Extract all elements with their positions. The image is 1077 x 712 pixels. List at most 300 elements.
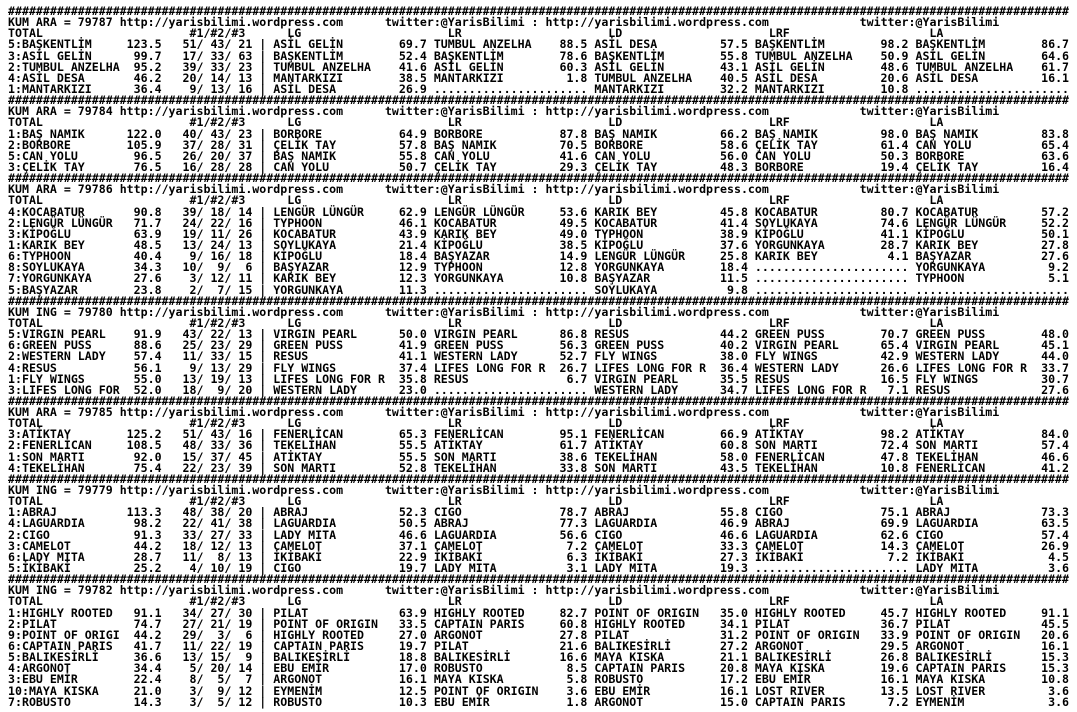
lrf-cell: PILAT 36.7 [754, 616, 916, 631]
pipe-separator: | [252, 360, 274, 375]
la-cell: ABRAJ 73.3 [915, 505, 1070, 520]
site-url: http://yarisbilimi.wordpress.com [119, 104, 344, 119]
total-cell: 113.3 [119, 505, 162, 520]
pipe-separator: | [252, 371, 274, 386]
total-cell: 14.3 [119, 694, 162, 709]
p123-cell: 16/ 28/ 28 [161, 159, 253, 174]
ld-cell: TUMBUL ANZELHA 40.5 [594, 70, 755, 85]
total-cell: 46.2 [119, 70, 162, 85]
gap: : [524, 583, 546, 598]
la-cell: TYPHOON 5.1 [915, 271, 1070, 286]
total-cell: 123.5 [119, 37, 162, 52]
col-total: TOTAL [8, 416, 190, 431]
site-url: http://yarisbilimi.wordpress.com [545, 583, 769, 598]
col-total: TOTAL [8, 115, 190, 130]
total-cell: 21.0 [119, 683, 162, 698]
pipe-separator: | [252, 605, 274, 620]
gap: : [524, 104, 546, 119]
lr-cell: ARGONOT 27.8 [433, 627, 595, 642]
entry-cell: 2:TUMBUL ANZELHA [8, 59, 120, 74]
lr-cell: ÇELİK TAY 29.3 [433, 159, 595, 174]
la-cell: İKİBAKİ 4.5 [915, 549, 1070, 564]
p123-cell: 27/ 21/ 19 [161, 616, 253, 631]
lg-cell: ÇELİK TAY 57.8 [273, 137, 434, 152]
ld-cell: YORGUNKAYA 18.4 [594, 260, 755, 275]
lrf-cell: VIRGIN PEARL 65.4 [754, 338, 916, 353]
lg-cell: BALIKESİRLİ 18.8 [273, 650, 434, 665]
pipe-separator: | [252, 516, 274, 531]
pipe-separator: | [252, 282, 274, 297]
lrf-cell: ASİL GELİN 48.6 [754, 59, 916, 74]
ld-cell: HIGHLY ROOTED 34.1 [594, 616, 755, 631]
lr-cell: İKİBAKİ 6.3 [433, 549, 595, 564]
pipe-separator: | [252, 260, 274, 275]
total-cell: 99.7 [119, 48, 162, 63]
total-cell: 90.8 [119, 204, 162, 219]
ld-cell: SON MARTI 43.5 [594, 460, 755, 475]
p123-cell: 40/ 43/ 23 [161, 126, 253, 141]
la-cell: BAŞYAZAR 27.6 [915, 249, 1070, 264]
p123-cell: 18/ 9/ 20 [161, 382, 253, 397]
col-lrf: LRF [754, 193, 916, 208]
total-cell: 55.0 [119, 371, 162, 386]
twitter-handle: twitter:@YarisBilimi [384, 405, 525, 420]
p123-cell: 11/ 22/ 19 [161, 639, 253, 654]
entry-cell: 4:LAGUARDIA [8, 516, 120, 531]
col-la: LA [915, 594, 944, 609]
site-url: http://yarisbilimi.wordpress.com [545, 182, 769, 197]
entry-cell: 1:KARIK BEY [8, 237, 120, 252]
total-cell: 76.5 [119, 159, 162, 174]
lrf-cell: WESTERN LADY 26.6 [754, 360, 916, 375]
lr-cell: SON MARTI 38.6 [433, 449, 595, 464]
ld-cell: MAYA KISKA 21.1 [594, 650, 755, 665]
lrf-cell: KİPOĞLU 41.1 [754, 226, 916, 241]
la-cell: ...................... [915, 81, 1070, 96]
lr-cell: BORBORE 87.8 [433, 126, 595, 141]
lrf-cell: MAYA KISKA 19.6 [754, 661, 916, 676]
pipe-separator: | [252, 460, 274, 475]
lg-cell: ARGONOT 16.1 [273, 672, 434, 687]
lrf-cell: İKİBAKİ 7.2 [754, 549, 916, 564]
pipe-separator: | [252, 148, 274, 163]
p123-cell: 15/ 37/ 45 [161, 449, 253, 464]
lg-cell: LAGUARDIA 50.5 [273, 516, 434, 531]
entry-cell: 3:CAMELOT [8, 538, 120, 553]
hash-divider: ######################################################################################################################################################## [8, 4, 1069, 18]
pipe-separator: | [252, 349, 274, 364]
p123-cell: 33/ 27/ 33 [161, 527, 253, 542]
col-p123: #1/#2/#3 [189, 416, 274, 431]
ld-cell: BAŞYAZAR 11.5 [594, 271, 755, 286]
lrf-cell: ...................... [754, 260, 916, 275]
lr-cell: FENERLİCAN 95.1 [433, 427, 595, 442]
entry-cell: 3:ASİL GELİN [8, 48, 120, 63]
ld-cell: BORBORE 58.6 [594, 137, 755, 152]
lr-cell: PILAT 21.6 [433, 639, 595, 654]
la-cell: KOCABATUR 57.2 [915, 204, 1070, 219]
pipe-separator: | [252, 338, 274, 353]
col-lr: LR [433, 115, 595, 130]
total-cell: 25.2 [119, 561, 162, 576]
ld-cell: İKİBAKİ 27.3 [594, 549, 755, 564]
ld-cell: ARGONOT 15.0 [594, 694, 755, 709]
la-cell: ARGONOT 16.1 [915, 639, 1070, 654]
hash-divider: ######################################################################################################################################################## [8, 171, 1069, 186]
lrf-cell: ARGONOT 29.5 [754, 639, 916, 654]
entry-cell: 5:CAN YOLU [8, 148, 120, 163]
lr-cell: GREEN PUSS 56.3 [433, 338, 595, 353]
la-cell: LIFES LONG FOR R 33.7 [915, 360, 1070, 375]
col-lr: LR [433, 193, 595, 208]
entry-cell: 5:İKİBAKİ [8, 561, 120, 576]
lg-cell: YORGUNKAYA 11.3 [273, 282, 434, 297]
lg-cell: WESTERN LADY 23.0 [273, 382, 434, 397]
total-cell: 56.1 [119, 360, 162, 375]
site-url: http://yarisbilimi.wordpress.com [119, 15, 344, 30]
lrf-cell: LIFES LONG FOR R 7.1 [754, 382, 916, 397]
total-cell: 27.6 [119, 271, 162, 286]
lrf-cell: ...................... [754, 271, 916, 286]
col-ld: LD [594, 594, 755, 609]
ld-cell: CAPTAIN PARIS 20.8 [594, 661, 755, 676]
lr-cell: POINT OF ORIGIN 3.6 [433, 683, 595, 698]
gap: : [524, 483, 546, 498]
entry-cell: 2:CIGO [8, 527, 120, 542]
col-ld: LD [594, 494, 755, 509]
p123-cell: 2/ 7/ 15 [161, 282, 253, 297]
total-cell: 91.3 [119, 527, 162, 542]
la-cell: CAMELOT 26.9 [915, 538, 1070, 553]
p123-cell: 9/ 13/ 29 [161, 360, 253, 375]
hash-divider: ######################################################################################################################################################## [8, 293, 1069, 308]
la-cell: KARIK BEY 27.8 [915, 237, 1070, 252]
entry-cell: 2:FENERLİCAN [8, 438, 120, 453]
lrf-cell: FLY WINGS 42.9 [754, 349, 916, 364]
col-p123: #1/#2/#3 [189, 315, 274, 330]
race-label: KUM ING = 79779 [8, 483, 120, 498]
la-cell: YORGUNKAYA 9.2 [915, 260, 1070, 275]
total-cell: 44.2 [119, 627, 162, 642]
col-p123: #1/#2/#3 [189, 26, 274, 41]
col-lg: LG [273, 26, 434, 41]
ld-cell: EBU EMİR 16.1 [594, 683, 755, 698]
lg-cell: SON MARTI 52.8 [273, 460, 434, 475]
site-url: http://yarisbilimi.wordpress.com [545, 104, 769, 119]
p123-cell: 18/ 12/ 13 [161, 538, 253, 553]
lr-cell: LAGUARDIA 56.6 [433, 527, 595, 542]
twitter-handle: twitter:@YarisBilimi [384, 304, 525, 319]
p123-cell: 25/ 23/ 29 [161, 338, 253, 353]
ld-cell: KİPOĞLU 37.6 [594, 237, 755, 252]
twitter-handle: twitter:@YarisBilimi [384, 104, 525, 119]
twitter-handle: twitter:@YarisBilimi [859, 583, 1000, 598]
pipe-separator: | [252, 449, 274, 464]
twitter-handle: twitter:@YarisBilimi [859, 304, 1000, 319]
la-cell: ATİKTAY 84.0 [915, 427, 1070, 442]
entry-cell: 10:MAYA KISKA [8, 683, 120, 698]
lr-cell: ...................... [433, 282, 595, 297]
entry-cell: 1:MANTARKIZI [8, 81, 120, 96]
pipe-separator: | [252, 249, 274, 264]
lr-cell: KARIK BEY 49.0 [433, 226, 595, 241]
lg-cell: POINT OF ORIGIN 33.5 [273, 616, 434, 631]
ld-cell: TEKELİHAN 58.0 [594, 449, 755, 464]
ld-cell: MANTARKIZI 32.2 [594, 81, 755, 96]
entry-cell: 5:BAŞYAZAR [8, 282, 120, 297]
entry-cell: 2:BORBORE [8, 137, 120, 152]
total-cell: 98.2 [119, 516, 162, 531]
col-lrf: LRF [754, 594, 916, 609]
site-url: http://yarisbilimi.wordpress.com [119, 583, 344, 598]
lr-cell: LENGÜR LÜNGÜR 53.6 [433, 204, 595, 219]
lrf-cell: MANTARKIZI 10.8 [754, 81, 916, 96]
entry-cell: 3:LIFES LONG FOR [8, 382, 120, 397]
ld-cell: CAMELOT 33.3 [594, 538, 755, 553]
entry-cell: 3:KİPOĞLU [8, 226, 120, 241]
entry-cell: 2:LENGÜR LÜNGÜR [8, 215, 120, 230]
total-cell: 36.4 [119, 81, 162, 96]
lr-cell: CAPTAIN PARIS 60.8 [433, 616, 595, 631]
la-cell: EYMENİM 3.6 [915, 694, 1070, 709]
entry-cell: 6:GREEN PUSS [8, 338, 120, 353]
entry-cell: 6:TYPHOON [8, 249, 120, 264]
pipe-separator: | [252, 48, 274, 63]
p123-cell: 9/ 16/ 18 [161, 249, 253, 264]
total-cell: 63.9 [119, 226, 162, 241]
lg-cell: FENERLİCAN 65.3 [273, 427, 434, 442]
col-ld: LD [594, 315, 755, 330]
col-ld: LD [594, 115, 755, 130]
p123-cell: 39/ 33/ 23 [161, 59, 253, 74]
lrf-cell: BORBORE 19.4 [754, 159, 916, 174]
p123-cell: 20/ 14/ 13 [161, 70, 253, 85]
pipe-separator: | [252, 137, 274, 152]
ld-cell: CIGO 46.6 [594, 527, 755, 542]
col-lrf: LRF [754, 26, 916, 41]
col-total: TOTAL [8, 26, 190, 41]
entry-cell: 5:VIRGIN PEARL [8, 327, 120, 342]
p123-cell: 26/ 20/ 37 [161, 148, 253, 163]
lg-cell: ROBUSTO 10.3 [273, 694, 434, 709]
lg-cell: ASİL GELİN 69.7 [273, 37, 434, 52]
total-cell: 44.2 [119, 538, 162, 553]
hash-divider: ######################################################################################################################################################## [8, 393, 1069, 408]
p123-cell: 8/ 5/ 7 [161, 672, 253, 687]
race-label: KUM ING = 79780 [8, 304, 120, 319]
pipe-separator: | [252, 226, 274, 241]
lg-cell: ATİKTAY 55.5 [273, 449, 434, 464]
p123-cell: 29/ 3/ 6 [161, 627, 253, 642]
p123-cell: 43/ 22/ 13 [161, 327, 253, 342]
col-lg: LG [273, 315, 434, 330]
race-label: KUM ARA = 79786 [8, 182, 120, 197]
lrf-cell: TUMBUL ANZELHA 50.9 [754, 48, 916, 63]
race-label: KUM ARA = 79785 [8, 405, 120, 420]
total-cell: 57.4 [119, 349, 162, 364]
lr-cell: ...................... [433, 81, 595, 96]
ld-cell: KARIK BEY 45.8 [594, 204, 755, 219]
col-lg: LG [273, 594, 434, 609]
p123-cell: 24/ 22/ 16 [161, 215, 253, 230]
la-cell: FLY WINGS 30.7 [915, 371, 1070, 386]
entry-cell: 3:ÇELİK TAY [8, 159, 120, 174]
lg-cell: CAN YOLU 50.7 [273, 159, 434, 174]
pipe-separator: | [252, 639, 274, 654]
twitter-handle: twitter:@YarisBilimi [384, 15, 525, 30]
total-cell: 91.1 [119, 605, 162, 620]
p123-cell: 9/ 13/ 16 [161, 81, 253, 96]
lrf-cell: ÇELİK TAY 61.4 [754, 137, 916, 152]
col-lg: LG [273, 494, 434, 509]
total-cell: 40.4 [119, 249, 162, 264]
ld-cell: BALIKESİRLİ 27.2 [594, 639, 755, 654]
lrf-cell: KOCABATUR 80.7 [754, 204, 916, 219]
lg-cell: BAŞYAZAR 12.9 [273, 260, 434, 275]
col-p123: #1/#2/#3 [189, 193, 274, 208]
total-cell: 71.7 [119, 215, 162, 230]
lr-cell: MANTARKIZI 1.8 [433, 70, 595, 85]
gap: : [524, 15, 546, 30]
col-lr: LR [433, 594, 595, 609]
lrf-cell: KARIK BEY 4.1 [754, 249, 916, 264]
lg-cell: LADY MITA 46.6 [273, 527, 434, 542]
total-cell: 22.4 [119, 672, 162, 687]
total-cell: 92.0 [119, 449, 162, 464]
lrf-cell: FENERLİCAN 47.8 [754, 449, 916, 464]
la-cell: LENGÜR LÜNGÜR 52.2 [915, 215, 1070, 230]
gap: : [524, 182, 546, 197]
race-label: KUM ARA = 79787 [8, 15, 120, 30]
entry-cell: 1:BAŞ NAMIK [8, 126, 120, 141]
entry-cell: 9:POINT OF ORIGI [8, 627, 120, 642]
lr-cell: WESTERN LADY 52.7 [433, 349, 595, 364]
p123-cell: 37/ 28/ 31 [161, 137, 253, 152]
p123-cell: 48/ 33/ 36 [161, 438, 253, 453]
lr-cell: ASİL GELİN 60.3 [433, 59, 595, 74]
p123-cell: 11/ 33/ 15 [161, 349, 253, 364]
col-lr: LR [433, 416, 595, 431]
total-cell: 95.2 [119, 59, 162, 74]
ld-cell: KOCABATUR 41.4 [594, 215, 755, 230]
p123-cell: 3/ 9/ 12 [161, 683, 253, 698]
la-cell: SON MARTI 57.4 [915, 438, 1070, 453]
lrf-cell: EBU EMİR 16.1 [754, 672, 916, 687]
ld-cell: LAGUARDIA 46.9 [594, 516, 755, 531]
la-cell: TUMBUL ANZELHA 61.7 [915, 59, 1070, 74]
p123-cell: 13/ 19/ 13 [161, 371, 253, 386]
ld-cell: POINT OF ORIGIN 35.0 [594, 605, 755, 620]
lg-cell: BAŞKENTLİM 52.4 [273, 48, 434, 63]
lrf-cell: POINT OF ORIGIN 33.9 [754, 627, 916, 642]
la-cell: ÇELİK TAY 16.4 [915, 159, 1070, 174]
entry-cell: 4:TEKELİHAN [8, 460, 120, 475]
col-p123: #1/#2/#3 [189, 594, 274, 609]
p123-cell: 51/ 43/ 21 [161, 37, 253, 52]
col-lg: LG [273, 416, 434, 431]
lrf-cell: CAMELOT 14.3 [754, 538, 916, 553]
total-cell: 34.3 [119, 260, 162, 275]
lr-cell: RESUS 6.7 [433, 371, 595, 386]
pipe-separator: | [252, 81, 274, 96]
ld-cell: ATİKTAY 60.8 [594, 438, 755, 453]
la-cell: WESTERN LADY 44.0 [915, 349, 1070, 364]
la-cell: BALIKESİRLİ 15.3 [915, 650, 1070, 665]
lg-cell: ABRAJ 52.3 [273, 505, 434, 520]
twitter-handle: twitter:@YarisBilimi [859, 15, 1000, 30]
lr-cell: TEKELİHAN 33.8 [433, 460, 595, 475]
lrf-cell: LAGUARDIA 62.6 [754, 527, 916, 542]
lr-cell: BAŞKENTLİM 78.6 [433, 48, 595, 63]
pipe-separator: | [252, 616, 274, 631]
col-total: TOTAL [8, 315, 190, 330]
entry-cell: 1:ABRAJ [8, 505, 120, 520]
p123-cell: 11/ 8/ 13 [161, 549, 253, 564]
lg-cell: CAPTAIN PARIS 19.7 [273, 639, 434, 654]
lg-cell: TUMBUL ANZELHA 41.6 [273, 59, 434, 74]
lg-cell: MANTARKIZI 38.5 [273, 70, 434, 85]
total-cell: 28.7 [119, 549, 162, 564]
pipe-separator: | [252, 672, 274, 687]
ld-cell: RESUS 44.2 [594, 327, 755, 342]
gap: : [524, 304, 546, 319]
entry-cell: 3:EBU EMİR [8, 672, 120, 687]
gap: : [524, 405, 546, 420]
total-cell: 88.6 [119, 338, 162, 353]
site-url: http://yarisbilimi.wordpress.com [119, 304, 344, 319]
pipe-separator: | [252, 661, 274, 676]
table-row [8, 694, 1077, 709]
pipe-separator: | [252, 59, 274, 74]
p123-cell: 17/ 33/ 63 [161, 48, 253, 63]
twitter-handle: twitter:@YarisBilimi [384, 182, 525, 197]
la-cell: VIRGIN PEARL 45.1 [915, 338, 1070, 353]
total-cell: 122.0 [119, 126, 162, 141]
pipe-separator: | [252, 694, 274, 709]
col-la: LA [915, 115, 944, 130]
lr-cell: MAYA KISKA 5.8 [433, 672, 595, 687]
lg-cell: HIGHLY ROOTED 27.0 [273, 627, 434, 642]
lg-cell: CIGO 19.7 [273, 561, 434, 576]
lr-cell: ABRAJ 77.3 [433, 516, 595, 531]
lg-cell: LIFES LONG FOR R 35.8 [273, 371, 434, 386]
ld-cell: WESTERN LADY 34.7 [594, 382, 755, 397]
la-cell: CIGO 57.4 [915, 527, 1070, 542]
col-la: LA [915, 26, 944, 41]
lrf-cell: BALIKESİRLİ 26.8 [754, 650, 916, 665]
total-cell: 105.9 [119, 137, 162, 152]
ld-cell: TYPHOON 38.9 [594, 226, 755, 241]
col-p123: #1/#2/#3 [189, 115, 274, 130]
col-la: LA [915, 315, 944, 330]
la-cell: BORBORE 63.6 [915, 148, 1070, 163]
lr-cell: LADY MITA 3.1 [433, 561, 595, 576]
total-cell: 52.0 [119, 382, 162, 397]
entry-cell: 7:YORGUNKAYA [8, 271, 120, 286]
lr-cell: CIGO 78.7 [433, 505, 595, 520]
lg-cell: TEKELİHAN 55.5 [273, 438, 434, 453]
lrf-cell: ATİKTAY 98.2 [754, 427, 916, 442]
col-la: LA [915, 416, 944, 431]
lr-cell: ...................... [433, 382, 595, 397]
col-lrf: LRF [754, 315, 916, 330]
pipe-separator: | [252, 549, 274, 564]
total-cell: 75.4 [119, 460, 162, 475]
col-lrf: LRF [754, 115, 916, 130]
twitter-handle: twitter:@YarisBilimi [384, 583, 525, 598]
pipe-separator: | [252, 527, 274, 542]
col-ld: LD [594, 416, 755, 431]
